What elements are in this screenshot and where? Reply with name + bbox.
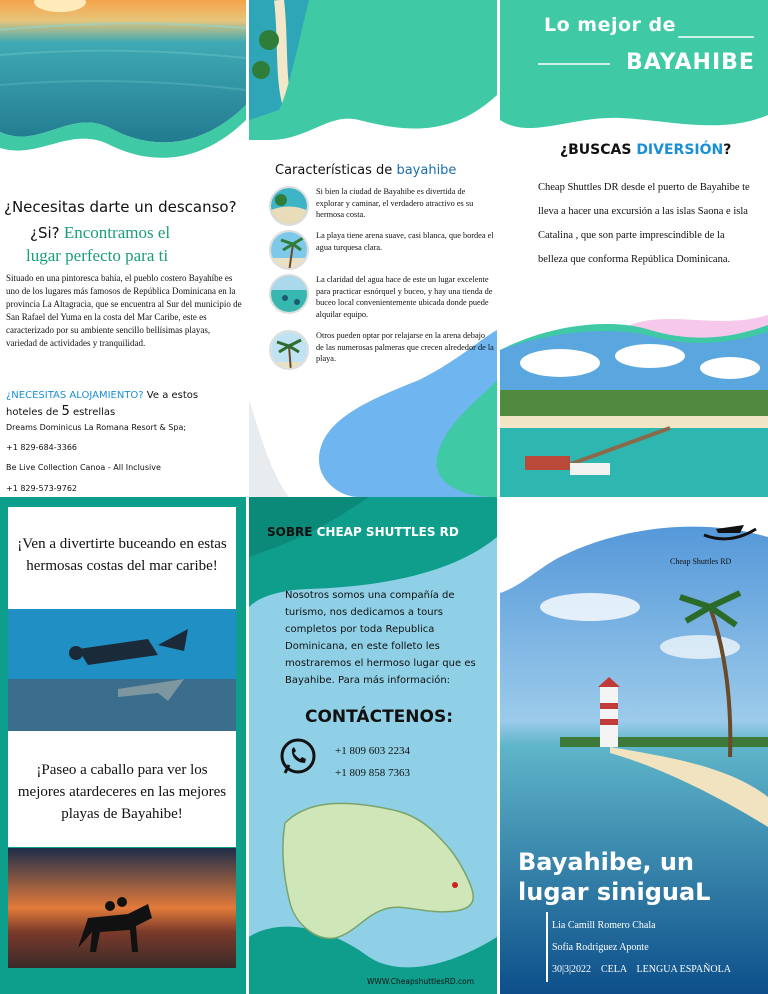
panel-actividades (0, 497, 246, 994)
feature-text: La playa tiene arena suave, casi blanca, que bordea el agua turquesa clara. (316, 231, 494, 252)
panel-portada (500, 497, 768, 994)
feature-text: Otros pueden optar por relajarse en la arena debajo de las numerosas palmeras que crecen alrededor de la playa. (316, 331, 494, 363)
feature-text: Si bien la ciudad de Bayahibe es divertida de explorar y caminar, el verdadero atractivo es su hermosa costa. (316, 187, 474, 219)
accommodation-hotels: hoteles de (6, 407, 59, 418)
feature-item-sand (269, 230, 494, 274)
accommodation-question: ¿NECESITAS ALOJAMIENTO? (6, 390, 144, 401)
star-count: 5 (61, 404, 70, 419)
descanso-question: ¿Necesitas darte un descanso? (4, 198, 237, 216)
website-link[interactable]: WWW.CheapshuttlesRD.com (367, 977, 475, 986)
feature-text: La claridad del agua hace de este un lugar excelente para practicar esnórquel y buceo, y hay una tienda de buceo local convenientemente ubicada donde puede alquilar equipo. (316, 275, 493, 319)
accommodation-heading (6, 388, 242, 421)
diversion-question (560, 142, 731, 158)
features-title (275, 163, 456, 178)
hotel-1-name: Dreams Dominicus La Romana Resort & Spa; (6, 423, 187, 432)
feature-item-water (269, 274, 491, 318)
phone-1: +1 809 603 2234 (335, 745, 410, 757)
brand-name: Cheap Shuttles RD (670, 557, 732, 566)
hotel-1-phone: +1 829-684-3366 (6, 443, 78, 452)
features-title-highlight: bayahibe (396, 163, 457, 178)
dominican-republic-map (275, 793, 485, 943)
about-heading-text: SOBRE (267, 525, 313, 539)
features-title-text: Características de (275, 163, 393, 178)
excursion-description: Cheap Shuttles DR desde el puerto de Bayahibe te lleva a hacer una excursión a las islas Saona e isla Catalina , que son parte imprescindible de la belleza que conforma República Dominicana. (538, 182, 750, 265)
bayahibe-description: Situado en una pintoresca bahía, el pueblo costero Bayahíbe es uno de los lugares más famosos de República Dominicana en la provincia La Altagracia, que se encuentra al Sur del municipio de San Rafael del Yuma en la costa del Mar Caribe, este es caracterizado por su ambiente sencillo bellísimas playas, variedad de actividades y tranquilidad. (6, 273, 242, 348)
panel-sobre (249, 497, 497, 994)
diversion-question-text: ¿BUSCAS (560, 142, 632, 158)
diving-photo (8, 609, 236, 731)
hotel-2-phone: +1 829-573-9762 (6, 484, 78, 493)
diving-caption: ¡Ven a divertirte buceando en estas hermosas costas del mar caribe! (17, 536, 227, 574)
snorkel-water-icon (269, 274, 309, 314)
feature-item-palms (269, 330, 494, 374)
feature-item-coast (269, 186, 491, 230)
panel-descanso (0, 0, 246, 497)
about-heading (267, 525, 459, 539)
author-2: Sofia Rodriguez Aponte (552, 942, 649, 953)
diversion-highlight: DIVERSIÓN (636, 142, 724, 158)
about-description: Nosotros somos una compañía de turismo, nos dedicamos a tours completos por toda Republica Dominicana, en este folleto les mostraremos el hermoso lugar que es Bayahibe. Para más información: (285, 590, 476, 686)
lo-mejor-heading: Lo mejor de (544, 14, 676, 36)
cover-title: Bayahibe, un lugar siniguaL (518, 848, 711, 906)
phone-2: +1 809 858 7363 (335, 767, 410, 779)
pier-beach-photo (500, 328, 768, 497)
contact-heading: CONTÁCTENOS: (305, 707, 453, 727)
si-label: ¿Si? (30, 224, 60, 242)
palm-tree-icon (269, 330, 309, 370)
bayahibe-heading: BAYAHIBE (626, 50, 755, 75)
author-divider (546, 912, 548, 982)
cover-meta: 30|3|2022 CELA LENGUA ESPAÑOLA (552, 964, 731, 975)
accommodation-stars: estrellas (73, 407, 116, 418)
perfect-place-heading (30, 222, 240, 244)
perfect-place-line1: Encontramos el (63, 223, 171, 242)
company-name: CHEAP SHUTTLES RD (316, 525, 459, 539)
hotel-2-name: Be Live Collection Canoa - All Inclusive (6, 463, 161, 472)
diversion-question-end: ? (723, 142, 732, 158)
author-1: Lia Camill Romero Chala (552, 920, 656, 931)
whatsapp-icon (277, 735, 319, 777)
palm-beach-icon (269, 230, 309, 270)
beach-aerial-icon (269, 186, 309, 226)
perfect-place-line2: lugar perfecto para ti (26, 246, 169, 265)
accommodation-answer: Ve a estos (146, 390, 199, 401)
ship-logo-icon (700, 515, 760, 545)
panel-lo-mejor (500, 0, 768, 497)
sunset-sea-photo (0, 0, 246, 170)
horse-sunset-photo (8, 848, 236, 968)
panel-caracteristicas (249, 0, 497, 497)
horse-caption: ¡Paseo a caballo para ver los mejores atardeceres en las mejores playas de Bayahibe! (17, 762, 227, 822)
